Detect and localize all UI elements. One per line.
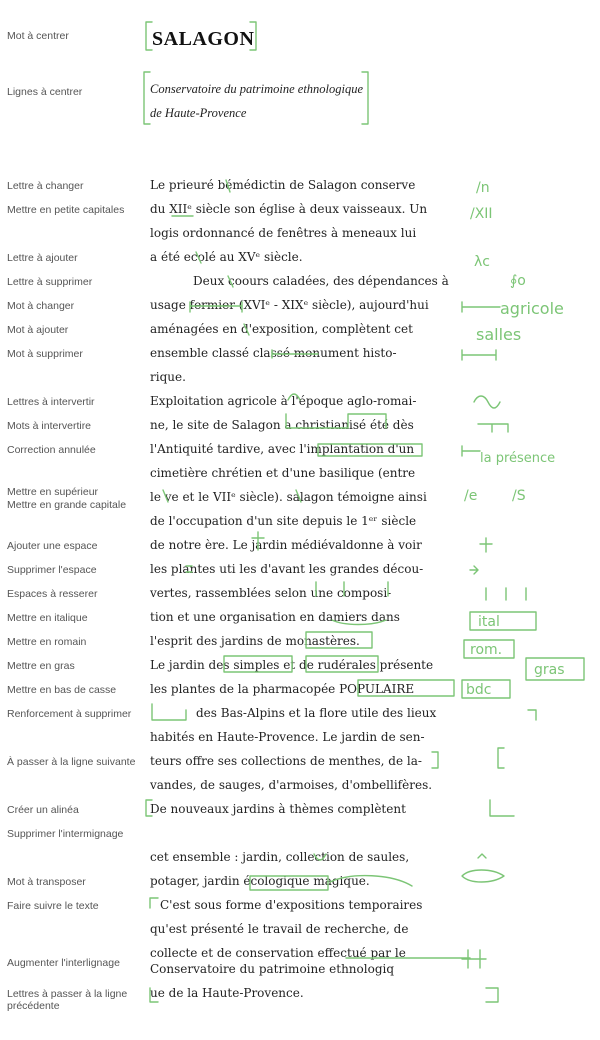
margin-mark-rom: rom. <box>470 642 503 658</box>
margin-mark-remove-space <box>470 566 478 574</box>
label-new-paragraph: Créer un alinéa <box>7 804 79 816</box>
transpose-arrow <box>330 876 412 886</box>
roman-circle <box>306 632 372 648</box>
label-letter-add: Lettre à ajouter <box>7 252 78 264</box>
text-line: collecte et de conservation effectué par le <box>150 946 406 960</box>
label-transpose-word: Mot à transposer <box>7 876 86 888</box>
text-line: Exploitation agricole à l'époque aglo-romai- <box>150 394 417 408</box>
margin-mark-transpose <box>462 870 504 882</box>
margin-mark-capital: /S <box>512 488 526 504</box>
text-line: Le prieuré bémédictin de Salagon conserve <box>150 178 416 192</box>
text-line: Le jardin des simples et de rudérales présente <box>150 658 434 672</box>
label-capital: Mettre en grande capitale <box>7 499 127 511</box>
text-line: l'esprit des jardins de monastères. <box>150 634 360 648</box>
margin-mark-superscript: /e <box>464 488 478 504</box>
label-previous-line: Lettres à passer à la ligne précédente <box>7 988 128 1012</box>
margin-mark-presence: la présence <box>480 451 556 466</box>
margin-mark-delete: ∮o <box>510 273 526 289</box>
text-line: tion et une organisation en damiers dans <box>150 610 400 624</box>
text-line: cimetière chrétien et d'une basilique (entre <box>150 466 416 480</box>
next-line-bracket <box>432 752 438 768</box>
text-line: Deux coours caladées, des dépendances à <box>193 274 449 288</box>
text-line: les plantes uti les d'avant les grandes décou- <box>150 562 424 576</box>
margin-mark-tighten <box>486 588 526 600</box>
text-line: usage fermier (XVIᵉ - XIXᵉ siècle), aujourd'hui <box>150 298 429 312</box>
bracket-right-title <box>250 22 256 50</box>
label-bold: Mettre en gras <box>7 660 75 672</box>
word-change-ticks <box>190 302 242 312</box>
label-word-center: Mot à centrer <box>7 30 69 42</box>
text-line: logis ordonnancé de fenêtres à meneaux lui <box>150 226 417 240</box>
text-line: ne, le site de Salagon a christianisé été dès <box>150 418 414 432</box>
margin-mark-xii: /XII <box>470 206 493 222</box>
strike-letter-2 <box>228 276 233 287</box>
page-title: SALAGON <box>152 28 255 50</box>
indent-remove-bracket <box>152 704 186 720</box>
lowercase-box <box>358 680 454 696</box>
label-correction-cancel: Correction annulée <box>7 444 96 456</box>
text-line: teurs offre ses collections de menthes, de la- <box>150 754 422 768</box>
subtitle-line-2: de Haute-Provence <box>150 106 247 120</box>
italic-circle <box>332 620 386 625</box>
label-small-caps: Mettre en petite capitales <box>7 204 125 216</box>
label-word-change: Mot à changer <box>7 300 75 312</box>
margin-mark-change-bracket <box>462 302 500 312</box>
label-letters-swap: Lettres à intervertir <box>7 396 95 408</box>
text-line: potager, jardin écologique magique. <box>150 874 370 888</box>
text-line: Conservatoire du patrimoine ethnologiq <box>150 962 395 976</box>
bold-circle-2 <box>306 656 378 672</box>
remove-leading-mark <box>314 854 326 860</box>
label-italic: Mettre en italique <box>7 612 88 624</box>
tighten-space-marks <box>316 582 388 596</box>
text-line: vandes, de sauges, d'armoises, d'ombellifères. <box>150 778 433 792</box>
margin-mark-paragraph <box>490 800 514 816</box>
text-line: de notre ère. Le jardin médiévaldonne à voir <box>150 538 422 552</box>
strike-letter-1 <box>226 180 230 192</box>
label-letter-change: Lettre à changer <box>7 180 84 192</box>
label-word-add: Mot à ajouter <box>7 324 69 336</box>
margin-mark-next-line <box>498 748 504 768</box>
text-line: habités en Haute-Provence. Le jardin de sen- <box>150 730 425 744</box>
label-word-delete: Mot à supprimer <box>7 348 83 360</box>
superscript-mark <box>163 490 168 502</box>
label-letter-delete: Lettre à supprimer <box>7 276 93 288</box>
transpose-word-box <box>250 876 328 890</box>
remove-space-mark <box>186 566 192 572</box>
label-indent-remove: Renforcement à supprimer <box>7 708 132 720</box>
margin-mark-salles: salles <box>476 325 522 344</box>
margin-mark-add-space <box>480 538 492 552</box>
margin-mark-gras: gras <box>534 662 565 678</box>
text-line: des Bas-Alpins et la flore utile des lieux <box>196 706 437 720</box>
capital-mark <box>296 490 301 502</box>
text-line: C'est sous forme d'expositions temporaires <box>160 898 423 912</box>
label-lines-center: Lignes à centrer <box>7 86 83 98</box>
label-add-space: Ajouter une espace <box>7 540 98 552</box>
label-run-on: Faire suivre le texte <box>7 900 99 912</box>
margin-mark-swap-words <box>478 424 508 432</box>
new-paragraph-bracket <box>146 800 152 816</box>
label-remove-leading: Supprimer l'intermignage <box>7 828 124 840</box>
text-line: aménagées en d'exposition, complètent cet <box>150 322 413 336</box>
margin-mark-bdc: bdc <box>466 682 492 698</box>
insert-word-mark <box>244 324 249 335</box>
label-next-line: À passer à la ligne suivante <box>7 756 136 768</box>
text-line: cet ensemble : jardin, collection de saules, <box>150 850 410 864</box>
text-line: le ve et le VIIᵉ siècle). salagon témoigne ainsi <box>150 490 427 504</box>
margin-mark-leading-up <box>462 950 486 968</box>
text-line: de l'occupation d'un site depuis le 1ᵉʳ siècle <box>150 514 417 528</box>
margin-mark-previous <box>486 988 498 1002</box>
label-tighten-spaces: Espaces à resserer <box>7 588 98 600</box>
margin-mark-indent <box>528 710 536 720</box>
margin-mark-swap-letters <box>474 396 500 408</box>
label-roman: Mettre en romain <box>7 636 87 648</box>
insert-letter-mark <box>196 252 201 263</box>
text-line: rique. <box>150 370 186 384</box>
margin-mark-lc: λc <box>474 254 490 270</box>
margin-mark-word-delete <box>462 350 496 360</box>
label-lowercase: Mettre en bas de casse <box>7 684 117 696</box>
add-space-mark <box>252 532 264 550</box>
text-line: vertes, rassemblées selon une composi- <box>150 586 392 600</box>
run-on-mark <box>150 898 158 908</box>
margin-mark-ital: ital <box>478 614 500 630</box>
margin-mark-leading <box>478 854 486 858</box>
text-line: ue de la Haute-Provence. <box>150 986 304 1000</box>
label-superscript: Mettre en supérieur <box>7 486 99 498</box>
label-increase-leading: Augmenter l'interlignage <box>7 957 120 969</box>
bracket-right-subtitle <box>362 72 368 124</box>
words-swap-boxes <box>286 414 386 428</box>
text-line: du XIIᵉ siècle son église à deux vaisseaux. Un <box>150 202 428 216</box>
text-line: l'Antiquité tardive, avec l'implantation d'un <box>150 442 415 456</box>
text-line: a été ecolé au XVᵉ siècle. <box>150 250 303 264</box>
text-line: De nouveaux jardins à thèmes complètent <box>150 802 406 816</box>
margin-mark-agricole: agricole <box>500 299 564 318</box>
cancelled-correction-box <box>318 444 422 456</box>
letters-swap-curve <box>288 394 300 400</box>
bracket-left-title <box>146 22 152 50</box>
margin-mark-cancel <box>462 446 480 456</box>
previous-line-mark <box>150 988 158 1002</box>
bold-circle-1 <box>224 656 292 672</box>
bracket-left-subtitle <box>144 72 150 124</box>
text-line: qu'est présenté le travail de recherche, de <box>150 922 409 936</box>
subtitle-line-1: Conservatoire du patrimoine ethnologique <box>150 82 364 96</box>
text-line: ensemble classé classé monument histo- <box>150 346 397 360</box>
margin-mark-n: /n <box>476 180 490 196</box>
label-remove-space: Supprimer l'espace <box>7 564 97 576</box>
text-line: les plantes de la pharmacopée POPULAIRE <box>150 682 415 696</box>
label-words-swap: Mots à intervertire <box>7 420 92 432</box>
